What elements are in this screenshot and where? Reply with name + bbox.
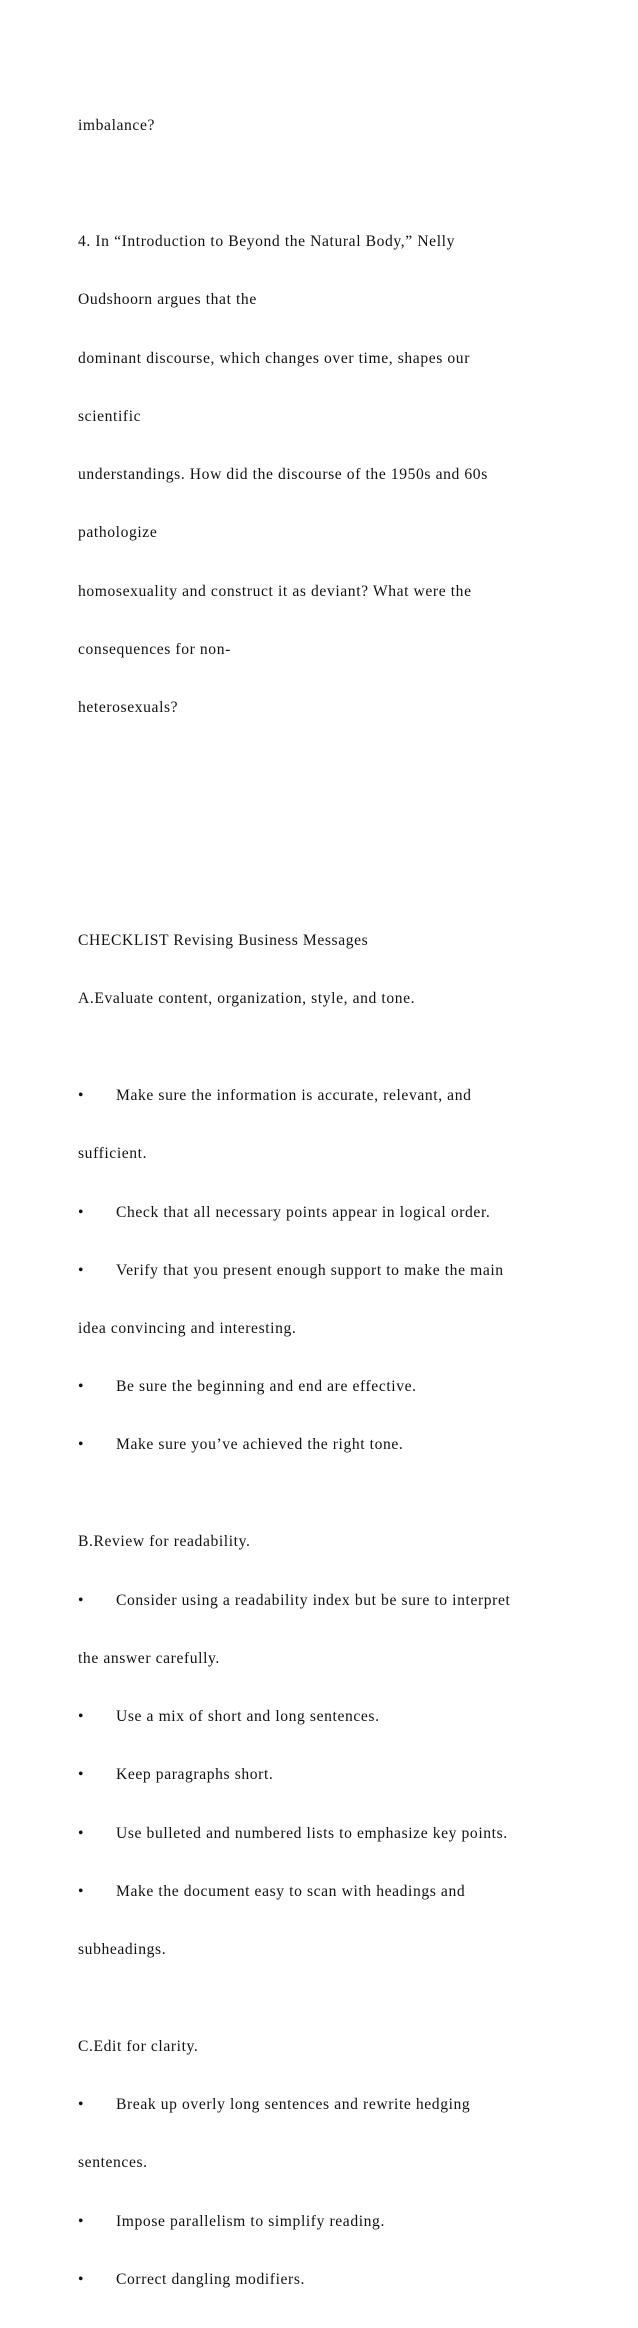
question-line: 4. In “Introduction to Beyond the Natural Body,” Nelly xyxy=(78,233,455,251)
bullet-icon: • xyxy=(78,2096,85,2114)
list-item-text: Verify that you present enough support to make the main xyxy=(116,1261,504,1279)
bullet-icon: • xyxy=(78,1203,85,1221)
bullet-icon: • xyxy=(78,1087,85,1105)
question-line: homosexuality and construct it as deviant? What were the xyxy=(78,582,472,600)
list-item-text: Keep paragraphs short. xyxy=(116,1766,274,1784)
list-item-text: Be sure the beginning and end are effective. xyxy=(116,1378,417,1396)
section-c-heading: C.Edit for clarity. xyxy=(78,2037,199,2055)
section-b-heading: B.Review for readability. xyxy=(78,1533,251,1551)
list-item xyxy=(78,2270,558,2289)
list-item xyxy=(78,1435,558,1454)
bullet-icon: • xyxy=(78,1882,85,1900)
question-line: dominant discourse, which changes over time, shapes our xyxy=(78,349,470,367)
question-line: consequences for non- xyxy=(78,640,231,658)
list-item-text: Make the document easy to scan with headings and xyxy=(116,1882,466,1900)
bullet-icon: • xyxy=(78,1591,85,1609)
list-item-text: Make sure you’ve achieved the right tone. xyxy=(116,1436,404,1454)
list-item xyxy=(78,2212,558,2231)
section-a-heading: A.Evaluate content, organization, style, and tone. xyxy=(78,990,416,1008)
question-line: scientific xyxy=(78,407,142,425)
bullet-icon: • xyxy=(78,1261,85,1279)
list-item-text: Impose parallelism to simplify reading. xyxy=(116,2212,385,2230)
list-item xyxy=(78,1765,558,1784)
list-item-text: Consider using a readability index but be sure to interpret xyxy=(116,1591,511,1609)
list-item-text: Use bulleted and numbered lists to emphasize key points. xyxy=(116,1824,508,1842)
question-line: heterosexuals? xyxy=(78,698,179,716)
list-item-text: Make sure the information is accurate, relevant, and xyxy=(116,1087,472,1105)
list-item xyxy=(78,2095,558,2114)
blank-line xyxy=(78,174,558,193)
bullet-icon: • xyxy=(78,1436,85,1454)
list-item-text: Check that all necessary points appear in logical order. xyxy=(116,1203,491,1221)
bullet-icon: • xyxy=(78,2270,85,2288)
list-item-continuation: sufficient. xyxy=(78,1145,148,1163)
list-item xyxy=(78,1882,558,1901)
document-text xyxy=(78,77,558,2328)
list-item-text: Break up overly long sentences and rewrite hedging xyxy=(116,2096,471,2114)
blank-line xyxy=(78,814,558,833)
bullet-icon: • xyxy=(78,1766,85,1784)
bullet-icon: • xyxy=(78,1708,85,1726)
list-item xyxy=(78,1377,558,1396)
bullet-icon: • xyxy=(78,1824,85,1842)
question-line: pathologize xyxy=(78,524,158,542)
list-item-text: Correct dangling modifiers. xyxy=(116,2270,305,2288)
text-line: imbalance? xyxy=(78,116,155,134)
list-item-continuation: idea convincing and interesting. xyxy=(78,1319,297,1337)
bullet-icon: • xyxy=(78,1378,85,1396)
list-item xyxy=(78,1824,558,1843)
bullet-icon: • xyxy=(78,2212,85,2230)
list-item xyxy=(78,1203,558,1222)
list-item-continuation: sentences. xyxy=(78,2154,148,2172)
list-item xyxy=(78,1261,558,1280)
list-item-continuation: the answer carefully. xyxy=(78,1649,220,1667)
list-item-continuation: subheadings. xyxy=(78,1940,167,1958)
list-item xyxy=(78,1086,558,1105)
checklist-title: CHECKLIST Revising Business Messages xyxy=(78,931,369,949)
blank-line xyxy=(78,873,558,892)
question-line: understandings. How did the discourse of the 1950s and 60s xyxy=(78,466,488,484)
question-line: Oudshoorn argues that the xyxy=(78,291,257,309)
blank-line xyxy=(78,756,558,775)
list-item-text: Use a mix of short and long sentences. xyxy=(116,1708,380,1726)
list-item xyxy=(78,1591,558,1610)
list-item xyxy=(78,1707,558,1726)
